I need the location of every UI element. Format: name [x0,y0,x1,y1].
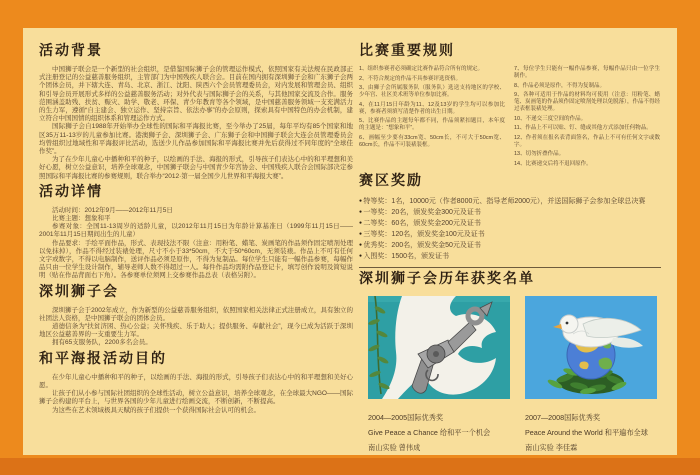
rules-two-columns [359,66,661,170]
award-item-second: ● 二等奖：60名，颁发奖金200元及证书 [359,218,661,229]
rule-item: 2、不符合规定的作品不具参赛评选资格。 [359,75,462,82]
section-title-activity-background: 活动背景 [39,42,103,58]
rule-item: 13、切勿折叠作品。 [514,151,565,157]
rule-item: 9、各种可适用于作品的材料均可使用（注意：用粉笔、蜡笔、炭画笔的作品须作固定喷剂处理以免脱落），作品不得经过表框装裱处理。 [514,92,660,112]
details-line-time: 活动时间：2012年9月——2012年11月5日 [52,206,173,214]
rule-item: 14、比赛递交后将不退回原作。 [514,160,592,167]
award-item-excellence: ● 优秀奖：200名，颁发奖金50元及证书 [359,240,661,251]
award-item-first: ● 一等奖：20名，颁发奖金300元及证书 [359,207,661,218]
section-title-region-awards: 赛区奖励 [359,172,423,188]
winner-caption-1 [368,410,510,455]
winner1-title: Give Peace a Chance 给和平一个机会 [368,428,491,437]
award-item-grand: ● 特等奖：1名，10000元（作者8000元、指导老师2000元），并送国际狮子会参加全球总决赛 [359,196,661,207]
winner2-award: 2007—2008国际优秀奖 [525,413,601,422]
rule-item: 1、组织参赛者必须确定比赛作品符合所有的规定。 [359,66,484,72]
winner2-artist: 南山实验 李佳霖 [525,443,578,452]
rule-item: 5、比赛作品的主题每年都不同，作品须紧扣题目，本年度的主题是：“想象和平”。 [359,118,505,131]
award-item-third: ● 三等奖：120名，颁发奖金100元及证书 [359,229,661,240]
rule-item: 10、不递交三度空间的作品。 [514,115,587,122]
background-paragraph: 国际狮子会自1988年开始举办全球性的国际和平海报比赛，至今举办了25届，每年平均有85个国家和地区35万11-13岁的儿童参加比赛。港澳狮子会、深圳狮子会、广东狮子会和中国狮子联会大连会员管理委员会均曾组织过地域性和平海报评比活动，选送少儿作品参加国际和平海报比赛并先后获得过不同年度的“全球佳作奖”。 [39,123,353,156]
winner-captions-row [368,410,661,455]
winner1-award: 2004—2005国际优秀奖 [368,413,444,422]
brochure-panel [23,28,677,455]
details-line-theme: 比赛主题：想象和平 [52,215,111,223]
rule-item: 6、画幅至少要有33cm宽、50cm长，不可大于50cm宽、60cm长，作品不可装裱装框。 [359,134,505,148]
right-column [359,40,661,455]
club-paragraph: 道德信条为“扶贫济困、热心公益；关怀残疾、乐于助人；提供服务、奉献社会”，现今已成为活跃于深圳地区公益慈善界的一支重要生力军。 [39,323,353,339]
rule-item: 12、作者须在报名表背面签名，作品上不可有任何文字或数字。 [514,134,660,148]
awards-list [359,196,661,262]
dove-on-globe-artwork [525,296,657,399]
details-line-participants: 参赛对象：全国11-13周岁的适龄儿童，以2012年11月15日为年龄计算基准日（1999年11月15日——2001年11月15日期间出生的儿童） [39,223,353,239]
rules-column-2 [514,66,660,170]
rule-item: 8、作品必须是原作，不得为复制品。 [514,82,606,89]
winner2-title: Peace Around the World 和平遍布全球 [525,428,648,437]
winner-caption-2 [525,410,657,455]
winner-artworks-row [368,296,661,399]
section-title-shenzhen-lions-club: 深圳狮子会 [39,282,119,299]
club-paragraph: 拥有65支服务队，2200多名会员。 [52,339,152,347]
award-item-finalist: ● 入围奖：1500名，颁发证书 [359,251,661,262]
background-paragraph: 为了在少年儿童心中播种和平的种子，以绘画的手法、海报的形式，引导孩子们表达心中的和平理想和美好心愿，树立公益意识，培养全球观念，中国狮子联会与中国青少年宫协会、中国残疾人联合会国际部决定参照国际和平海报比赛的参赛规则，联合举办“2012·第一届全国少儿世界和平海报大赛”。 [39,156,353,180]
rules-column-1 [359,66,505,170]
details-line-requirements: 作品要求：手绘平面作品，形式、表现技法不限（注意：用粉笔、蜡笔、炭画笔的作品须作固定喷剂处理以免抹掉），作品不得经过装裱处理，尺寸不小于33*50cm，不大于50*60cm，无须装裱。作品上不可有任何文字或数字，不得以电脑制作，送评作品必须是原作，不得为复制品。每位学生只能有一幅作品参赛，每幅作品只由一位学生设计制作，辅导老师人数不得超过一人。每件作品均需附作品登记卡，填写创作说明及简短说明（贴在作品背面右下角）。各参赛单位须网上交参赛作品总表（表格另附）。 [39,239,353,280]
bottom-orange-band [0,458,700,475]
purpose-paragraph: 在少年儿童心中播种和平的种子，以绘画的手法、海报的形式，引导孩子们表达心中的和平理想和美好心愿。 [39,373,353,389]
section-title-poster-purpose: 和平海报活动目的 [39,349,167,366]
left-column [39,40,353,415]
section-title-activity-details: 活动详情 [39,182,103,199]
dove-and-gun-artwork [368,296,510,399]
rule-item: 4、在11月15日年龄为11、12及13岁的学生均可以参加比赛，参赛者须填写清楚作者的出生日期。 [359,101,505,115]
club-paragraph: 深圳狮子会于2002年成立，作为新型的公益慈善服务组织，依照国家相关法律正式注册成立，具有独立的社团法人资格，是中国狮子联会的团体会员。 [39,306,353,322]
rule-item: 7、每位学生只能有一幅作品参赛，每幅作品只由一位学生制作。 [514,66,660,79]
background-paragraph: 中国狮子联会是一个新型的社会组织，是借鉴国际狮子会的管理运作模式，依照国家有关法规在民政部正式注册登记的公益慈善服务组织，主管部门为中国残疾人联合会。目前在国内拥有深圳狮子会和广东狮子会两个团体会员，并下辖大连、青岛、北京、浙江、沈阳、陕西六个会员管理委员会，对内发展和管理会员、组织和引导会员开展形式多样的公益慈善服务活动；对外代表与国际狮子会的关系，与其他国家交流及合作。服务范围涵盖助残、扶贫、赈灾、助学、敬老、环保、青少年教育等各个领域，是中国慈善服务领域一支充满活力的生力军，遵循“自主建会、独立运作、坚持宗旨、依法办事”的办会原则，探索具有中国特色的办会机制，建立符合中国国情的组织体系和管理运作方式。 [39,66,353,123]
section-title-past-winners: 深圳狮子会历年获奖名单 [359,270,535,286]
purpose-paragraph: 为这些在艺术领域极具天赋的孩子们提供一个获得国际社会认可的机会。 [52,406,260,414]
winner1-artist: 南山实验 曾伟成 [368,443,421,452]
section-title-competition-rules: 比赛重要规则 [359,42,455,58]
rule-item: 3、由狮子会所属服务队（服务队）选送支持地区的学校、少年宫、社区美术班等单位参加比赛。 [359,85,505,98]
rule-item: 11、作品上不可以贴、钉、缝或其他方式添加任何物品。 [514,125,652,131]
purpose-paragraph: 让孩子们从小参与国际社团组织的全球性活动，树立公益意识，培养全球观念，在全球最大NGO——国际狮子会构建的平台上，与世界各国的少年儿童进行绘画交流，不断创新，不断提高。 [39,390,353,406]
